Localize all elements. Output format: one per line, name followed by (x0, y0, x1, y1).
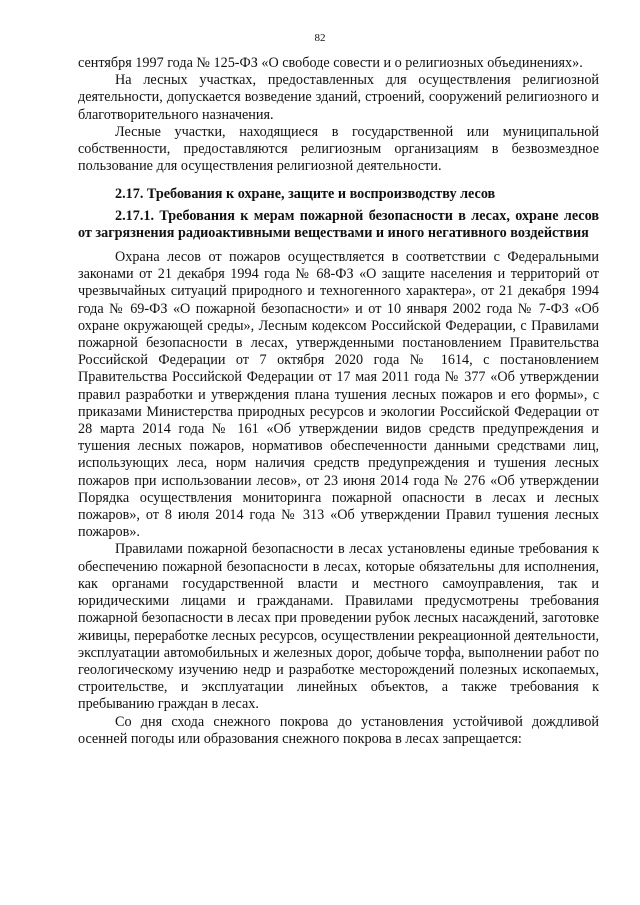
paragraph-religious-land-use: Лесные участки, находящиеся в государственной или муниципальной собственности, предоставляются религиозным организациям в безвозмездное пользование для осуществления религиозной деятельности. (78, 123, 599, 175)
page-body (78, 55, 599, 748)
paragraph-prohibitions-intro: Со дня схода снежного покрова до установления устойчивой дождливой осенней погоды или образования снежного покрова в лесах запрещается: (78, 713, 599, 747)
section-heading: 2.17. Требования к охране, защите и воспроизводству лесов (115, 186, 496, 203)
paragraph-fire-protection-laws: Охрана лесов от пожаров осуществляется в соответствии с Федеральными законами от 21 декабря 1994 года № 68-ФЗ «О защите населения и территорий от чрезвычайных ситуаций природного и техногенного характера», от 21 декабря 1994 года № 69-ФЗ «О пожарной безопасности» и от 10 января 2002 года № 7-ФЗ «Об охране окружающей среды», Лесным кодексом Российской Федерации, с Правилами пожарной безопасности в лесах, утвержденными постановлением Правительства Российской Федерации от 7 октября 2020 года № 1614, с постановлением Правительства Российской Федерации от 17 мая 2011 года № 377 «Об утверждении правил разработки и утверждения плана тушения лесных пожаров и его формы», с приказами Министерства природных ресурсов и экологии Российской Федерации от 28 марта 2014 года № 161 «Об утверждении видов средств предупреждения и тушения лесных пожаров, нормативов обеспеченности данными средствами лиц, использующих леса, норм наличия средств предупреждения и тушения лесных пожаров при использовании лесов», от 23 июня 2014 года № 276 «Об утверждении Порядка осуществления мониторинга пожарной опасности в лесах и лесных пожаров», от 8 июля 2014 года № 313 «Об утверждении Правил тушения лесных пожаров». (78, 249, 599, 541)
page-number: 82 (314, 32, 326, 44)
paragraph-religious-construction: На лесных участках, предоставленных для осуществления религиозной деятельности, допускается возведение зданий, строений, сооружений религиозного и благотворительного назначения. (78, 72, 599, 123)
subsection-heading: 2.17.1. Требования к мерам пожарной безопасности в лесах, охране лесов от загрязнения радиоактивными веществами и иного негативного воздействия (78, 207, 599, 241)
paragraph-continuation: сентября 1997 года № 125-ФЗ «О свободе совести и о религиозных объединениях». (78, 55, 583, 71)
paragraph-fire-safety-rules: Правилами пожарной безопасности в лесах установлены единые требования к обеспечению пожарной безопасности в лесах, которые обязательны для исполнения, как органами государственной власти и местного самоуправления, так и юридическими лицами и гражданами. Правилами предусмотрены требования пожарной безопасности в лесах при проведении рубок лесных насаждений, заготовке живицы, переработке лесных ресурсов, осуществлении рекреационной деятельности, эксплуатации автомобильных и железных дорог, добыче торфа, выполнении работ по геологическому изучению недр и разработке месторождений полезных ископаемых, строительстве, и эксплуатации линейных объектов, а также требования к пребыванию граждан в лесах. (78, 541, 599, 713)
